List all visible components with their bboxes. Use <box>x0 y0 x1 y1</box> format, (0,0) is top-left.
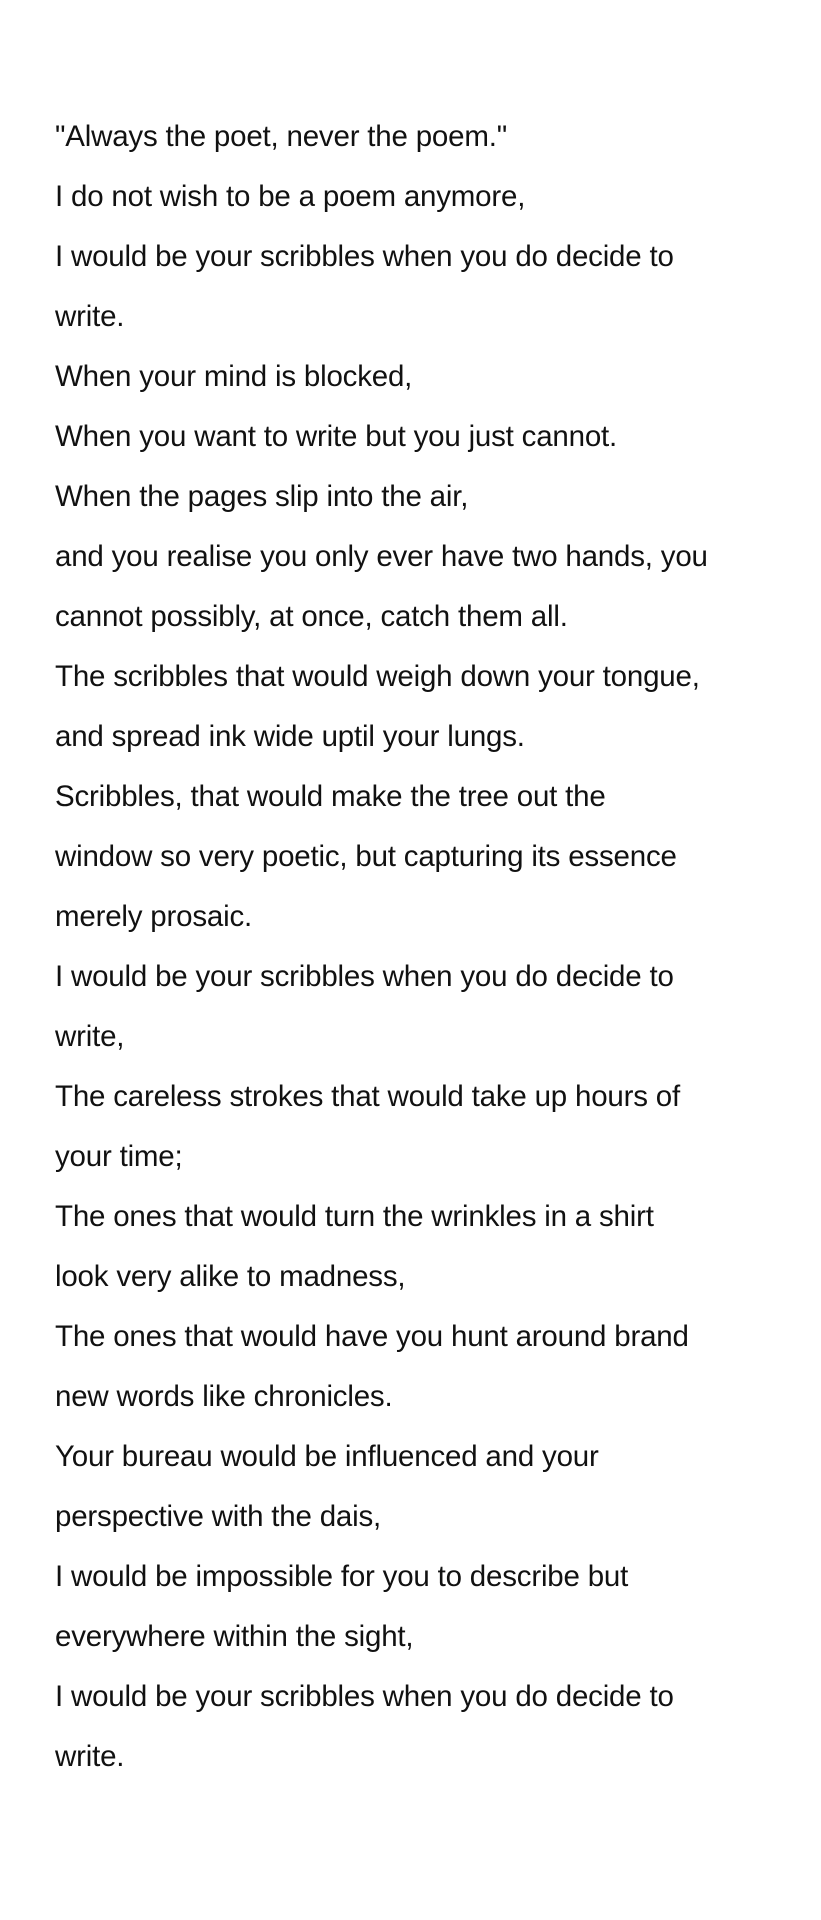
poem-line: perspective with the dais, <box>55 1500 382 1533</box>
poem-line: Your bureau would be influenced and your <box>55 1440 599 1473</box>
poem-line: cannot possibly, at once, catch them all. <box>55 600 568 633</box>
poem-line: Scribbles, that would make the tree out the <box>55 780 606 813</box>
poem-line: The ones that would turn the wrinkles in a shirt <box>55 1200 654 1233</box>
poem-line: and you realise you only ever have two hands, you <box>55 540 708 573</box>
poem-line: The scribbles that would weigh down your tongue, <box>55 660 700 693</box>
poem-line: everywhere within the sight, <box>55 1620 414 1653</box>
poem-line: The careless strokes that would take up hours of <box>55 1080 680 1113</box>
poem-line: "Always the poet, never the poem." <box>55 120 507 153</box>
poem-line: write, <box>55 1020 125 1053</box>
poem-line: merely prosaic. <box>55 900 253 933</box>
poem-line: When the pages slip into the air, <box>55 480 469 513</box>
poem-body <box>55 107 795 1787</box>
poem-line: I would be impossible for you to describe but <box>55 1560 629 1593</box>
poem-line: When you want to write but you just cannot. <box>55 420 618 453</box>
poem-line: I would be your scribbles when you do decide to <box>55 960 674 993</box>
poem-line: new words like chronicles. <box>55 1380 393 1413</box>
poem-line: I would be your scribbles when you do decide to <box>55 240 674 273</box>
poem-line: look very alike to madness, <box>55 1260 406 1293</box>
poem-line: write. <box>55 300 125 333</box>
poem-line: I would be your scribbles when you do decide to <box>55 1680 674 1713</box>
poem-line: I do not wish to be a poem anymore, <box>55 180 526 213</box>
poem-line: your time; <box>55 1140 183 1173</box>
poem-line: When your mind is blocked, <box>55 360 413 393</box>
poem-line: write. <box>55 1740 125 1773</box>
poem-line: and spread ink wide uptil your lungs. <box>55 720 525 753</box>
poem-line: window so very poetic, but capturing its essence <box>55 840 677 873</box>
poem-line: The ones that would have you hunt around brand <box>55 1320 689 1353</box>
